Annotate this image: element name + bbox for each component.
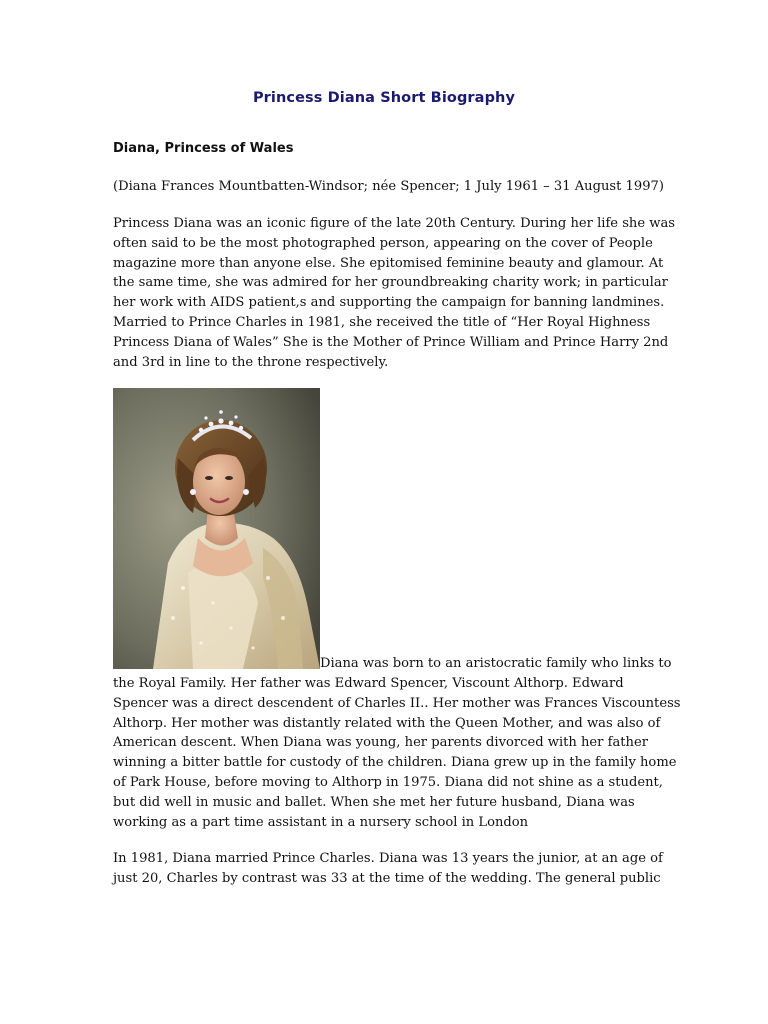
page-title: Princess Diana Short Biography	[252, 90, 516, 106]
paragraph-line: Princess Diana was an iconic figure of the late 20th Century. During her life she was	[113, 216, 676, 231]
paragraph-line: the Royal Family. Her father was Edward Spencer, Viscount Althorp. Edward	[113, 676, 624, 691]
photo-wrap-line: Diana was born to an aristocratic family who links to	[320, 656, 672, 671]
section-heading: Diana, Princess of Wales	[113, 141, 294, 156]
paragraph-line: often said to be the most photographed person, appearing on the cover of People	[113, 235, 653, 251]
paragraph-line: her work with AIDS patient,s and supporting the campaign for banning landmines.	[113, 295, 665, 311]
paragraph-line: American descent. When Diana was young, her parents divorced with her father	[113, 735, 648, 751]
paragraph-line: winning a bitter battle for custody of the children. Diana grew up in the family home	[113, 755, 677, 771]
dates-paragraph	[113, 177, 663, 197]
paragraph-line: but did well in music and ballet. When she met her future husband, Diana was	[113, 794, 635, 810]
paragraph-line: just 20, Charles by contrast was 33 at the time of the wedding. The general public	[113, 870, 661, 886]
paragraph-line: Princess Diana of Wales” She is the Mother of Prince William and Prince Harry 2nd	[113, 334, 669, 350]
paragraph-line: of Park House, before moving to Althorp in 1975. Diana did not shine as a student,	[113, 774, 663, 790]
paragraph-line: magazine more than anyone else. She epitomised feminine beauty and glamour. At	[113, 255, 664, 271]
portrait-photo	[113, 388, 320, 669]
paragraph-line: Spencer was a direct descendent of Charles II.. Her mother was Frances Viscountess	[113, 695, 681, 711]
paragraph-line: the same time, she was admired for her groundbreaking charity work; in particular	[113, 275, 668, 291]
paragraph-line: Married to Prince Charles in 1981, she received the title of “Her Royal Highness	[113, 314, 651, 330]
early-life-paragraph	[113, 674, 681, 832]
dates-line: (Diana Frances Mountbatten-Windsor; née Spencer; 1 July 1961 – 31 August 1997)	[113, 179, 664, 194]
paragraph-line: and 3rd in line to the throne respectively.	[113, 354, 389, 370]
paragraph-line: In 1981, Diana married Prince Charles. Diana was 13 years the junior, at an age of	[113, 851, 663, 866]
paragraph-line: working as a part time assistant in a nursery school in London	[113, 814, 529, 830]
marriage-paragraph	[113, 849, 663, 889]
intro-paragraph	[113, 214, 676, 372]
paragraph-line: Althorp. Her mother was distantly related with the Queen Mother, and was also of	[113, 715, 661, 731]
